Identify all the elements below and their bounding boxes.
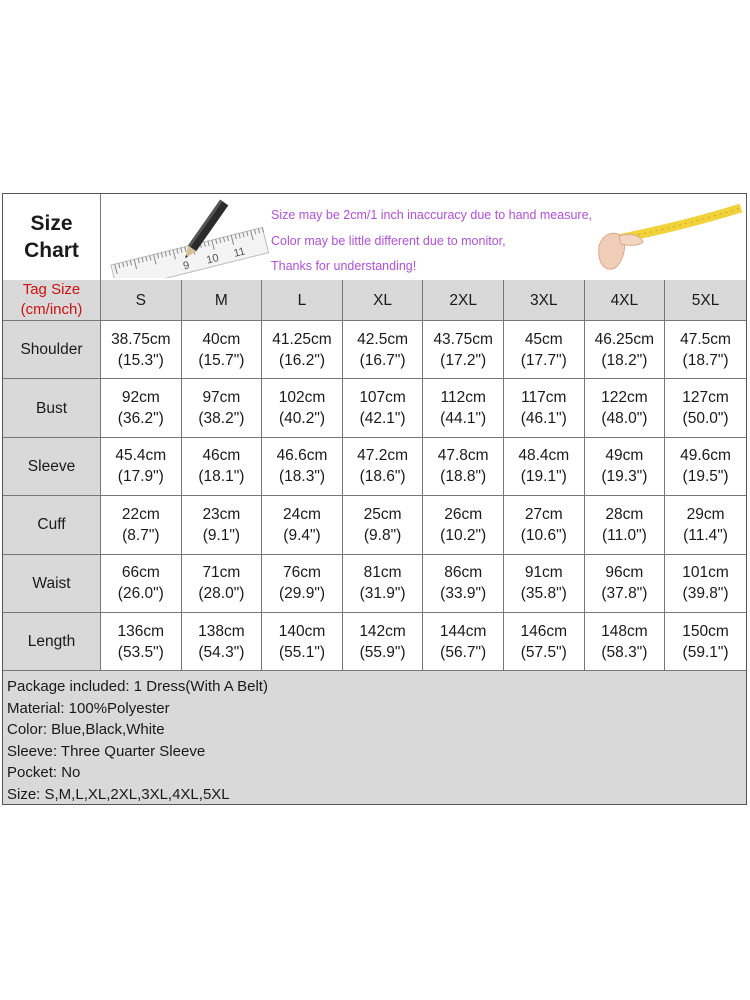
cm-value: 101cm — [682, 564, 729, 582]
note-inaccuracy: Size may be 2cm/1 inch inaccuracy due to hand measure, — [271, 208, 593, 222]
measurement-cell — [665, 496, 746, 553]
inch-value: (39.8") — [682, 585, 729, 603]
cm-value: 71cm — [202, 564, 241, 582]
size-xl: XL — [343, 280, 424, 320]
cm-value: 138cm — [198, 622, 245, 640]
tag-size-line-1: Tag Size — [22, 281, 81, 298]
measurement-row-length — [3, 613, 746, 671]
inch-value: (17.7") — [520, 351, 567, 369]
cm-value: 92cm — [121, 389, 160, 407]
size-3xl: 3XL — [504, 280, 585, 320]
measurement-cell — [504, 496, 585, 553]
tag-size-label — [3, 280, 101, 320]
inch-value: (15.3") — [117, 351, 164, 369]
inch-value: (29.9") — [278, 585, 325, 603]
cm-value: 112cm — [440, 389, 486, 407]
inch-value: (10.6") — [520, 526, 567, 544]
measurement-cell — [343, 496, 424, 553]
measurement-cell — [504, 438, 585, 495]
inch-value: (40.2") — [278, 410, 325, 428]
cm-value: 86cm — [444, 564, 483, 582]
cm-value: 46cm — [202, 447, 241, 465]
measurement-cell — [343, 321, 424, 378]
measurement-label: Length — [3, 613, 101, 670]
ruler-number-11: 11 — [232, 245, 247, 260]
measurement-cell — [182, 496, 263, 553]
inch-value: (44.1") — [440, 410, 487, 428]
measurement-cell — [101, 438, 182, 495]
measurement-cell — [423, 496, 504, 553]
inch-value: (15.7") — [198, 351, 245, 369]
measurement-cell — [504, 613, 585, 670]
inch-value: (59.1") — [682, 643, 729, 661]
title-line-2: Chart — [24, 239, 79, 262]
inch-value: (50.0") — [682, 410, 729, 428]
product-info — [3, 671, 746, 804]
cm-value: 146cm — [520, 622, 568, 640]
measurement-cell — [504, 555, 585, 612]
inch-value: (19.1") — [520, 468, 567, 486]
inch-value: (9.1") — [202, 526, 241, 544]
ruler-number-10: 10 — [205, 252, 221, 267]
cm-value: 49cm — [605, 447, 644, 465]
measurement-cell — [101, 321, 182, 378]
cm-value: 136cm — [117, 622, 165, 640]
measurement-cell — [665, 379, 746, 436]
measurement-cell — [182, 438, 263, 495]
cm-value: 150cm — [682, 622, 729, 640]
measurement-row-sleeve — [3, 438, 746, 496]
size-l: L — [262, 280, 343, 320]
tag-size-line-2: (cm/inch) — [20, 301, 83, 318]
inch-value: (18.6") — [359, 468, 406, 486]
inch-value: (53.5") — [117, 643, 164, 661]
cm-value: 41.25cm — [272, 330, 332, 348]
cm-value: 127cm — [682, 389, 729, 407]
measurement-cell — [262, 438, 343, 495]
measurement-cell — [182, 321, 263, 378]
cm-value: 40cm — [202, 330, 241, 348]
inch-value: (58.3") — [601, 643, 648, 661]
inch-value: (11.4") — [683, 526, 728, 544]
inch-value: (18.8") — [440, 468, 487, 486]
cm-value: 29cm — [686, 505, 725, 523]
measurement-cell — [585, 379, 666, 436]
inch-value: (46.1") — [520, 410, 567, 428]
cm-value: 28cm — [605, 505, 644, 523]
size-4xl: 4XL — [585, 280, 666, 320]
inch-value: (54.3") — [198, 643, 245, 661]
measurement-label: Waist — [3, 555, 101, 612]
measurement-label: Cuff — [3, 496, 101, 553]
size-chart-title — [3, 194, 101, 280]
info-package: Package included: 1 Dress(With A Belt) — [7, 678, 268, 695]
inch-value: (31.9") — [359, 585, 406, 603]
cm-value: 38.75cm — [111, 330, 171, 348]
measurement-cell — [585, 555, 666, 612]
measurement-cell — [343, 613, 424, 670]
inch-value: (57.5") — [520, 643, 567, 661]
measurement-cell — [585, 321, 666, 378]
inch-value: (18.7") — [682, 351, 729, 369]
cm-value: 102cm — [278, 389, 326, 407]
cm-value: 43.75cm — [433, 330, 493, 348]
inch-value: (55.1") — [278, 643, 325, 661]
inch-value: (16.7") — [359, 351, 406, 369]
inch-value: (18.3") — [278, 468, 325, 486]
size-m: M — [182, 280, 263, 320]
size-2xl: 2XL — [423, 280, 504, 320]
inch-value: (38.2") — [198, 410, 245, 428]
size-chart-header — [3, 194, 746, 281]
size-s: S — [101, 280, 182, 320]
inch-value: (9.4") — [283, 526, 321, 544]
inch-value: (26.0") — [117, 585, 164, 603]
inch-value: (33.9") — [440, 585, 487, 603]
measurement-cell — [262, 496, 343, 553]
cm-value: 148cm — [601, 622, 648, 640]
measurement-row-bust — [3, 379, 746, 437]
measurement-cell — [423, 321, 504, 378]
inch-value: (11.0") — [601, 526, 647, 544]
cm-value: 140cm — [278, 622, 326, 640]
cm-value: 96cm — [605, 564, 644, 582]
measurement-cell — [665, 555, 746, 612]
inch-value: (17.2") — [440, 351, 487, 369]
measurement-cell — [101, 613, 182, 670]
inch-value: (16.2") — [278, 351, 325, 369]
cm-value: 47.2cm — [357, 447, 408, 465]
inch-value: (37.8") — [601, 585, 648, 603]
measurement-cell — [101, 555, 182, 612]
measurement-cell — [504, 379, 585, 436]
measurement-cell — [343, 379, 424, 436]
inch-value: (55.9") — [359, 643, 406, 661]
cm-value: 45.4cm — [115, 447, 167, 465]
cm-value: 47.5cm — [680, 330, 731, 348]
measurement-label: Bust — [3, 379, 101, 436]
info-color: Color: Blue,Black,White — [7, 721, 165, 739]
measurement-label: Shoulder — [3, 321, 101, 378]
notice-banner — [101, 194, 746, 280]
measurement-cell — [423, 438, 504, 495]
inch-value: (18.2") — [601, 351, 648, 369]
cm-value: 45cm — [524, 330, 563, 348]
measurement-cell — [504, 321, 585, 378]
inch-value: (19.3") — [601, 468, 648, 486]
measurement-cell — [182, 555, 263, 612]
measurement-cell — [585, 438, 666, 495]
inch-value: (10.2") — [440, 526, 487, 544]
cm-value: 66cm — [121, 564, 160, 582]
measurement-cell — [585, 613, 666, 670]
measurement-cell — [262, 555, 343, 612]
cm-value: 25cm — [363, 505, 402, 523]
cm-value: 48.4cm — [518, 447, 570, 465]
ruler-pencil-icon — [109, 196, 269, 278]
cm-value: 26cm — [444, 505, 483, 523]
size-5xl: 5XL — [665, 280, 746, 320]
cm-value: 27cm — [524, 505, 563, 523]
tape-measure-hand-icon — [593, 202, 743, 274]
cm-value: 97cm — [202, 389, 241, 407]
cm-value: 144cm — [439, 622, 487, 640]
cm-value: 122cm — [601, 389, 648, 407]
inch-value: (17.9") — [117, 468, 164, 486]
cm-value: 76cm — [283, 564, 321, 582]
cm-value: 107cm — [359, 389, 406, 407]
info-material: Material: 100%Polyester — [7, 699, 170, 717]
measurement-cell — [423, 379, 504, 436]
note-thanks: Thanks for understanding! — [271, 259, 417, 273]
cm-value: 46.25cm — [594, 330, 655, 348]
measurement-cell — [101, 379, 182, 436]
measurement-cell — [262, 379, 343, 436]
inch-value: (36.2") — [117, 410, 164, 428]
inch-value: (35.8") — [520, 585, 567, 603]
measurement-cell — [262, 613, 343, 670]
cm-value: 24cm — [283, 505, 321, 523]
ruler-number-9: 9 — [181, 259, 191, 273]
measurement-cell — [343, 438, 424, 495]
measurement-cell — [262, 321, 343, 378]
inch-value: (48.0") — [601, 410, 648, 428]
measurement-cell — [665, 613, 746, 670]
measurement-cell — [182, 613, 263, 670]
cm-value: 42.5cm — [357, 330, 408, 348]
note-color: Color may be little different due to monitor, — [271, 234, 506, 248]
measurement-row-waist — [3, 555, 746, 613]
measurement-row-cuff — [3, 496, 746, 554]
size-header-row — [3, 280, 746, 321]
info-sleeve: Sleeve: Three Quarter Sleeve — [7, 742, 206, 760]
measurement-label: Sleeve — [3, 438, 101, 495]
info-pocket: Pocket: No — [7, 764, 81, 782]
cm-value: 23cm — [202, 505, 241, 523]
inch-value: (9.8") — [363, 526, 402, 544]
inch-value: (19.5") — [682, 468, 729, 486]
measurement-cell — [665, 438, 746, 495]
measurement-cell — [585, 496, 666, 553]
cm-value: 117cm — [521, 389, 567, 407]
measurement-cell — [665, 321, 746, 378]
size-chart — [2, 193, 747, 805]
cm-value: 81cm — [363, 564, 402, 582]
inch-value: (18.1") — [198, 468, 245, 486]
cm-value: 46.6cm — [276, 447, 328, 465]
measurement-cell — [343, 555, 424, 612]
info-sizes: Size: S,M,L,XL,2XL,3XL,4XL,5XL — [7, 785, 230, 803]
inch-value: (56.7") — [440, 643, 487, 661]
measurement-cell — [423, 613, 504, 670]
title-line-1: Size — [30, 212, 73, 235]
cm-value: 142cm — [359, 622, 406, 640]
inch-value: (8.7") — [122, 526, 160, 544]
cm-value: 22cm — [121, 505, 160, 523]
cm-value: 91cm — [524, 564, 563, 582]
cm-value: 49.6cm — [680, 447, 731, 465]
measurement-cell — [423, 555, 504, 612]
measurement-cell — [182, 379, 263, 436]
cm-value: 47.8cm — [437, 447, 489, 465]
measurement-row-shoulder — [3, 321, 746, 379]
inch-value: (42.1") — [359, 410, 406, 428]
measurement-cell — [101, 496, 182, 553]
inch-value: (28.0") — [198, 585, 245, 603]
